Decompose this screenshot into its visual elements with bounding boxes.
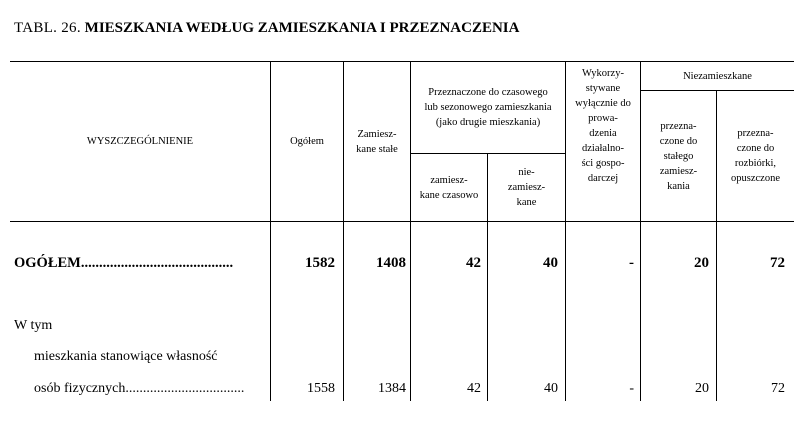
header-wykorzystywane: Wykorzy- stywane wyłącznie do prowa- dzenia działalno- ści gospo- darczej [575, 68, 631, 184]
table-cell: 1408 [376, 255, 406, 271]
header-przeznaczone-stalego: przezna- czone do stałego zamiesz- kania [659, 120, 698, 192]
table-title [14, 20, 519, 37]
table-cell: - [629, 381, 634, 396]
table-label: TABL. 26. [14, 20, 81, 36]
table-cell: 72 [771, 381, 785, 396]
header-przeznaczone: Przeznaczone do czasowego lub sezonowego zamieszkania (jako drugie mieszkania) [424, 87, 552, 128]
table-cell: 20 [695, 381, 709, 396]
table-cell: 20 [694, 255, 709, 271]
table-cell: 1558 [307, 381, 335, 396]
row-label-wlasnosc: mieszkania stanowiące własność [34, 349, 218, 364]
table-cell: 72 [770, 255, 785, 271]
header-przeznaczone-rozbiorki: przezna- czone do rozbiórki, opuszczone [731, 128, 780, 184]
header-niezamieszkane: Niezamieszkane [683, 70, 752, 82]
table-cell: 40 [543, 255, 558, 271]
header-ogolem: Ogółem [290, 136, 324, 147]
row-label-w-tym: W tym [14, 318, 53, 333]
row-label-osob-fizycznych: osób fizycznych.................................. [34, 381, 245, 396]
header-bottom-rule [10, 221, 794, 222]
row-label-ogolem: OGÓŁEM.......................................... [14, 255, 234, 271]
table-cell: 42 [467, 381, 481, 396]
header-zamieszkane-stale: Zamiesz- kane stałe [356, 128, 398, 155]
table-cell: 1582 [305, 255, 335, 271]
table-cell: 42 [466, 255, 481, 271]
table-cell: 40 [544, 381, 558, 396]
header-zamieszkane-czasowo: zamiesz- kane czasowo [419, 174, 479, 201]
header-wyszczegolnienie: WYSZCZEGÓLNIENIE [86, 136, 194, 147]
table-cell: - [629, 255, 634, 271]
table-cell: 1384 [378, 381, 406, 396]
table-heading: MIESZKANIA WEDŁUG ZAMIESZKANIA I PRZEZNACZENIA [84, 20, 520, 36]
header-niezamieszkane-sub: nie- zamiesz- kane [507, 167, 546, 208]
